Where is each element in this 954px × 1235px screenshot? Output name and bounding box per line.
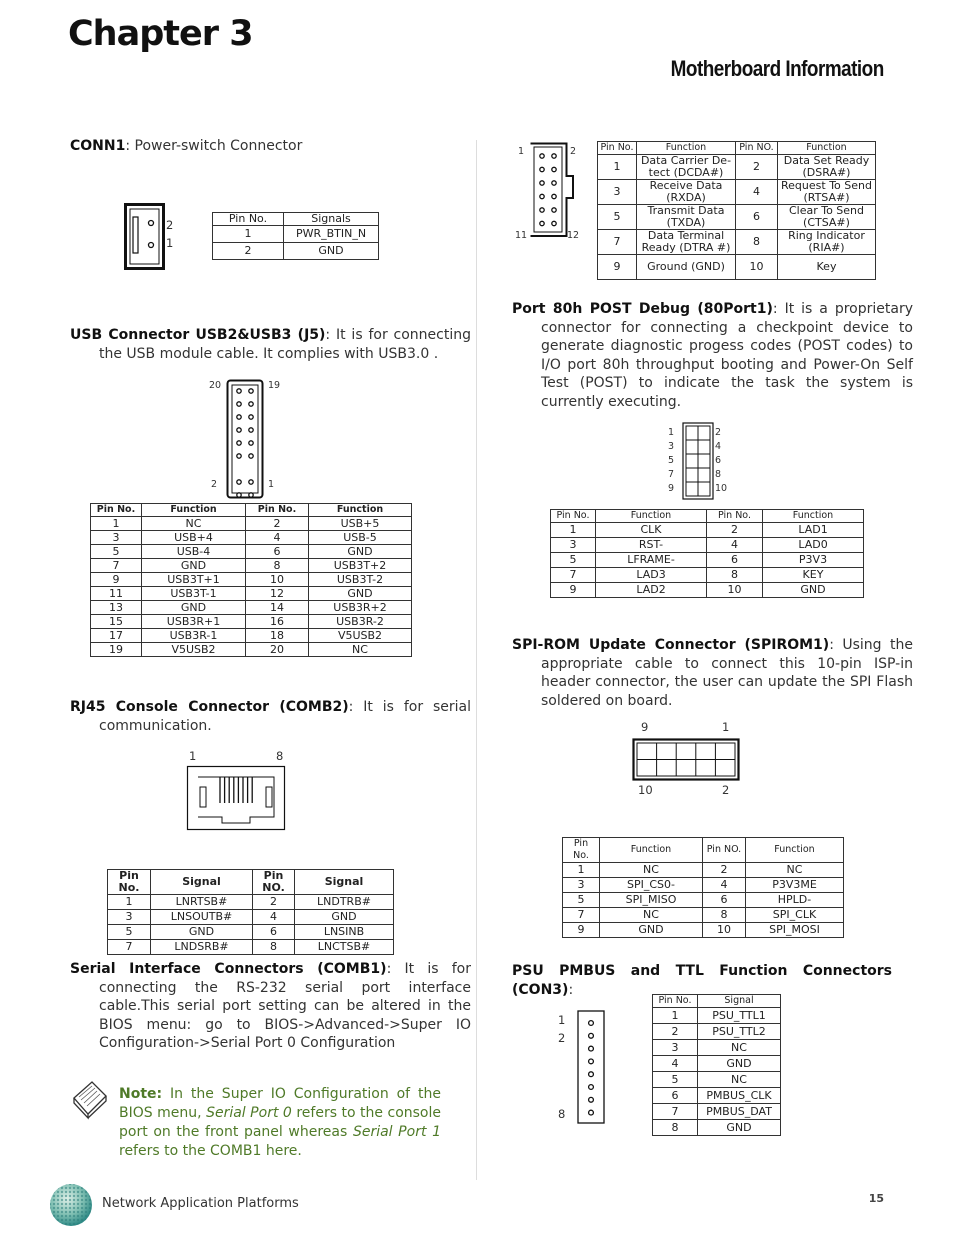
table-header: Signal — [295, 870, 394, 895]
table-cell: 4 — [246, 531, 309, 545]
port80-even-labels — [715, 426, 731, 496]
table-cell: USB3T-2 — [309, 573, 412, 587]
table-row — [108, 895, 394, 910]
table-cell: PMBUS_CLK — [698, 1088, 781, 1104]
serial-pin-label: 11 — [515, 230, 528, 241]
usb-pin-label: 20 — [209, 380, 222, 391]
table-cell: Data Set Ready (DSRA#) — [778, 155, 876, 180]
table-header: Pin NO. — [736, 142, 778, 155]
table-cell: 2 — [736, 155, 778, 180]
pin-label: 4 — [715, 441, 722, 452]
table-cell: SPI_MISO — [600, 893, 703, 908]
spi-paragraph — [512, 636, 913, 710]
serial-header-diagram — [529, 142, 575, 238]
table-cell: Data Carrier De-tect (DCDA#) — [637, 155, 736, 180]
table-cell: 9 — [91, 573, 142, 587]
port80-paragraph — [512, 300, 913, 412]
table-cell: 7 — [598, 230, 637, 255]
table-cell: LAD3 — [596, 568, 707, 583]
usb-paragraph — [70, 326, 471, 363]
table-cell: 2 — [653, 1024, 698, 1040]
table-cell: GND — [698, 1056, 781, 1072]
psu-pin-table — [652, 994, 781, 1136]
table-cell: RST- — [596, 538, 707, 553]
table-cell: 7 — [653, 1104, 698, 1120]
pin-label: 10 — [715, 483, 728, 494]
table-header: Pin No. — [213, 213, 284, 226]
spi-diagram — [632, 738, 740, 781]
table-cell: GND — [309, 545, 412, 559]
table-row — [91, 517, 412, 531]
table-cell: 9 — [551, 583, 596, 598]
table-cell: LAD0 — [763, 538, 864, 553]
table-cell: 5 — [653, 1072, 698, 1088]
table-cell: LNRTSB# — [151, 895, 253, 910]
table-cell: 10 — [736, 255, 778, 280]
table-cell: PMBUS_DAT — [698, 1104, 781, 1120]
table-cell: Ground (GND) — [637, 255, 736, 280]
table-cell: Clear To Send (CTSA#) — [778, 205, 876, 230]
serial-pin-table — [597, 141, 876, 280]
table-row — [91, 615, 412, 629]
table-cell: USB3T+1 — [142, 573, 246, 587]
table-cell: USB3R+2 — [309, 601, 412, 615]
usb-pin-label: 19 — [268, 380, 281, 391]
table-cell: GND — [142, 601, 246, 615]
table-cell: 12 — [246, 587, 309, 601]
table-cell: 2 — [253, 895, 295, 910]
table-row — [563, 863, 844, 878]
table-cell: LNCTSB# — [295, 940, 394, 955]
table-row — [653, 1072, 781, 1088]
psu-pin-label: 8 — [558, 1107, 566, 1121]
spi-pin-label: 9 — [641, 720, 649, 734]
serial-pin-label: 1 — [518, 146, 525, 157]
table-cell: USB-4 — [142, 545, 246, 559]
table-cell: LFRAME- — [596, 553, 707, 568]
table-cell: 8 — [703, 908, 746, 923]
table-header: Function — [309, 504, 412, 517]
table-cell: 1 — [563, 863, 600, 878]
table-row — [108, 940, 394, 955]
table-cell: 9 — [563, 923, 600, 938]
psu-title-rest: : — [568, 981, 574, 998]
table-cell: 4 — [736, 180, 778, 205]
table-cell: 3 — [91, 531, 142, 545]
table-cell: 2 — [246, 517, 309, 531]
table-cell: GND — [142, 559, 246, 573]
table-cell: 3 — [653, 1040, 698, 1056]
pin-label: 7 — [668, 469, 675, 480]
table-header: Pin No. — [653, 995, 698, 1008]
note-text-part: In the Super IO Configuration of the BIOS menu, — [119, 1086, 441, 1121]
note-book-icon — [70, 1076, 110, 1120]
pin-label: 6 — [715, 455, 722, 466]
table-cell: LNDSRB# — [151, 940, 253, 955]
table-cell: GND — [600, 923, 703, 938]
table-cell: 8 — [253, 940, 295, 955]
table-header: Pin No. — [246, 504, 309, 517]
table-header: Pin No. — [598, 142, 637, 155]
note-text — [119, 1085, 441, 1161]
table-header: Pin No. — [108, 870, 151, 895]
table-row — [551, 583, 864, 598]
spi-pin-label: 10 — [638, 783, 653, 797]
conn1-pin-label: 2 — [166, 218, 174, 232]
table-cell: NC — [309, 643, 412, 657]
table-cell: 5 — [91, 545, 142, 559]
table-cell: LNDTRB# — [295, 895, 394, 910]
table-cell: USB3R-1 — [142, 629, 246, 643]
table-header: Signals — [284, 213, 379, 226]
table-cell: 2 — [703, 863, 746, 878]
table-cell: 6 — [253, 925, 295, 940]
table-header: Pin No. — [563, 838, 600, 863]
table-row — [91, 629, 412, 643]
table-row — [91, 573, 412, 587]
table-row — [91, 587, 412, 601]
table-cell: NC — [746, 863, 844, 878]
table-cell: GND — [151, 925, 253, 940]
table-header: Pin NO. — [703, 838, 746, 863]
table-header: Signal — [151, 870, 253, 895]
table-cell: 14 — [246, 601, 309, 615]
serial-pin-label: 2 — [570, 146, 577, 157]
table-cell: Request To Send (RTSA#) — [778, 180, 876, 205]
table-row — [551, 568, 864, 583]
table-cell: 4 — [703, 878, 746, 893]
table-cell: 18 — [246, 629, 309, 643]
table-header: Pin NO. — [253, 870, 295, 895]
table-row — [653, 1024, 781, 1040]
chapter-title: Chapter 3 — [68, 14, 253, 54]
spi-desc: : Using the appropriate cable to connect this 10-pin ISP-in header connector, the user can update the SPI Flash soldered on board. — [541, 637, 913, 709]
spi-pin-label: 2 — [722, 783, 730, 797]
rj45-diagram — [186, 765, 287, 833]
table-header: Function — [596, 510, 707, 523]
pin-label: 2 — [715, 427, 722, 438]
footer-brand-text: Network Application Platforms — [102, 1196, 299, 1211]
table-cell: SPI_CS0- — [600, 878, 703, 893]
psu-pin-label: 2 — [558, 1031, 566, 1045]
table-cell: USB3T-1 — [142, 587, 246, 601]
table-cell: USB3R-2 — [309, 615, 412, 629]
note-serial-port-1: Serial Port 1 — [352, 1124, 441, 1140]
table-cell: PWR_BTIN_N — [284, 226, 379, 243]
table-row — [563, 893, 844, 908]
table-cell: 19 — [91, 643, 142, 657]
table-cell: 6 — [703, 893, 746, 908]
usb-pin-table — [90, 503, 412, 657]
usb-desc: : It is for connecting the USB module cable. It complies with USB3.0 . — [99, 327, 471, 362]
table-cell: 3 — [551, 538, 596, 553]
table-cell: V5USB2 — [309, 629, 412, 643]
table-row — [551, 553, 864, 568]
table-cell: GND — [284, 243, 379, 260]
table-cell: 9 — [598, 255, 637, 280]
table-cell: 6 — [653, 1088, 698, 1104]
table-cell: 7 — [91, 559, 142, 573]
table-cell: 20 — [246, 643, 309, 657]
table-cell: USB3R+1 — [142, 615, 246, 629]
rj45-title: RJ45 Console Connector (COMB2) — [70, 699, 349, 715]
conn1-title-rest: : Power-switch Connector — [125, 138, 303, 154]
spi-title: SPI-ROM Update Connector (SPIROM1) — [512, 637, 830, 653]
table-cell: 5 — [563, 893, 600, 908]
table-header: Function — [763, 510, 864, 523]
serial-title: Serial Interface Connectors (COMB1) — [70, 961, 387, 977]
note-label: Note: — [119, 1086, 163, 1102]
rj45-pin-label: 8 — [276, 749, 284, 763]
page-number: 15 — [868, 1192, 884, 1205]
table-row — [563, 923, 844, 938]
table-cell: 6 — [707, 553, 763, 568]
table-cell: NC — [698, 1072, 781, 1088]
table-cell: LAD2 — [596, 583, 707, 598]
table-cell: 13 — [91, 601, 142, 615]
section-title: Motherboard Information — [670, 56, 884, 81]
table-row — [91, 545, 412, 559]
port80-diagram — [682, 422, 714, 500]
table-cell: NC — [600, 863, 703, 878]
port80-desc: : It is a proprietary connector for connecting a checkpoint device to generate diagnostic progess codes (POST codes) to I/O port 80h throughput booting and Power-On Self Test (POST) to indicate the task the system is currently executing. — [541, 301, 913, 410]
table-cell: 1 — [213, 226, 284, 243]
port80-pin-table — [550, 509, 864, 598]
table-row — [91, 601, 412, 615]
table-cell: 2 — [707, 523, 763, 538]
table-row — [653, 1008, 781, 1024]
port80-title: Port 80h POST Debug (80Port1) — [512, 301, 773, 317]
table-cell: Ring Indicator (RIA#) — [778, 230, 876, 255]
table-cell: SPI_CLK — [746, 908, 844, 923]
pin-label: 5 — [668, 455, 675, 466]
table-header: Pin No. — [91, 504, 142, 517]
table-row — [653, 1040, 781, 1056]
table-cell: 4 — [653, 1056, 698, 1072]
table-cell: 10 — [703, 923, 746, 938]
table-cell: P3V3ME — [746, 878, 844, 893]
table-cell: 1 — [653, 1008, 698, 1024]
table-cell: P3V3 — [763, 553, 864, 568]
table-cell: V5USB2 — [142, 643, 246, 657]
table-cell: Data Terminal Ready (DTRA #) — [637, 230, 736, 255]
table-cell: LAD1 — [763, 523, 864, 538]
spi-pin-table — [562, 837, 844, 938]
table-cell: USB3T+2 — [309, 559, 412, 573]
table-cell: 1 — [598, 155, 637, 180]
table-cell: 4 — [253, 910, 295, 925]
table-cell: Receive Data (RXDA) — [637, 180, 736, 205]
table-header: Function — [778, 142, 876, 155]
table-row — [598, 255, 876, 280]
table-cell: USB+4 — [142, 531, 246, 545]
serial-desc: : It is for connecting the RS-232 serial port interface cable.This serial port setting can be altered in the BIOS menu: go to BIOS->Advanced->Super IO Configuration->Serial Port 0 Configuration — [99, 961, 472, 1052]
note-text-part: refers to the COMB1 here. — [119, 1143, 302, 1159]
table-cell: PSU_TTL2 — [698, 1024, 781, 1040]
table-cell: 1 — [108, 895, 151, 910]
table-header: Function — [600, 838, 703, 863]
table-cell: USB+5 — [309, 517, 412, 531]
table-cell: LNSINB — [295, 925, 394, 940]
table-cell: NC — [600, 908, 703, 923]
table-cell: GND — [295, 910, 394, 925]
usb-header-diagram — [226, 379, 264, 499]
serial-pin-label: 12 — [567, 230, 580, 241]
table-cell: 5 — [551, 553, 596, 568]
table-cell: 3 — [563, 878, 600, 893]
usb-pin-label: 1 — [268, 479, 275, 490]
conn1-heading — [70, 137, 450, 156]
table-row — [551, 523, 864, 538]
table-cell: 7 — [551, 568, 596, 583]
table-cell: 6 — [736, 205, 778, 230]
company-logo-icon — [48, 1182, 94, 1228]
psu-title: PSU PMBUS and TTL Function Connectors (CON3) — [512, 963, 892, 998]
table-cell: NC — [142, 517, 246, 531]
rj45-paragraph — [70, 698, 471, 735]
table-cell: HPLD- — [746, 893, 844, 908]
table-row — [91, 643, 412, 657]
table-header: Signal — [698, 995, 781, 1008]
table-header: Pin No. — [707, 510, 763, 523]
table-row — [563, 908, 844, 923]
table-cell: 7 — [108, 940, 151, 955]
table-cell: GND — [309, 587, 412, 601]
note-text-part: refers to the console port on the front panel whereas — [119, 1105, 441, 1140]
table-cell: 7 — [563, 908, 600, 923]
table-header: Function — [142, 504, 246, 517]
table-cell: 1 — [91, 517, 142, 531]
table-cell: 8 — [246, 559, 309, 573]
table-row — [91, 531, 412, 545]
pin-label: 3 — [668, 441, 675, 452]
table-header: Pin No. — [551, 510, 596, 523]
note-serial-port-0: Serial Port 0 — [206, 1105, 292, 1121]
table-cell: 8 — [736, 230, 778, 255]
port80-odd-labels — [668, 426, 678, 496]
rj45-pin-label: 1 — [189, 749, 197, 763]
table-row — [598, 155, 876, 180]
table-cell: GND — [698, 1120, 781, 1136]
table-row — [598, 230, 876, 255]
conn1-pin-table — [212, 212, 379, 260]
table-cell: 8 — [653, 1120, 698, 1136]
table-row — [598, 180, 876, 205]
table-cell: SPI_MOSI — [746, 923, 844, 938]
table-cell: LNSOUTB# — [151, 910, 253, 925]
table-row — [653, 1104, 781, 1120]
table-cell: 1 — [551, 523, 596, 538]
table-cell: 10 — [246, 573, 309, 587]
usb-pin-label: 2 — [211, 479, 218, 490]
table-row — [653, 1056, 781, 1072]
table-row — [551, 538, 864, 553]
pin-label: 1 — [668, 427, 675, 438]
spi-pin-label: 1 — [722, 720, 730, 734]
table-cell: Key — [778, 255, 876, 280]
table-cell: 3 — [598, 180, 637, 205]
table-row — [108, 910, 394, 925]
table-cell: 2 — [213, 243, 284, 260]
serial-paragraph — [70, 960, 471, 1053]
table-cell: 3 — [108, 910, 151, 925]
table-cell: 5 — [598, 205, 637, 230]
rj45-desc: : It is for serial communication. — [99, 699, 471, 734]
table-cell: 6 — [246, 545, 309, 559]
psu-diagram — [577, 1010, 605, 1124]
table-cell: 4 — [707, 538, 763, 553]
table-row — [91, 559, 412, 573]
table-row — [653, 1088, 781, 1104]
table-cell: NC — [698, 1040, 781, 1056]
table-cell: GND — [763, 583, 864, 598]
table-cell: 16 — [246, 615, 309, 629]
psu-pin-label: 1 — [558, 1013, 566, 1027]
conn1-pin-label: 1 — [166, 236, 174, 250]
table-cell: KEY — [763, 568, 864, 583]
table-row — [108, 925, 394, 940]
table-cell: 8 — [707, 568, 763, 583]
table-cell: CLK — [596, 523, 707, 538]
table-cell: 5 — [108, 925, 151, 940]
pin-label: 8 — [715, 469, 722, 480]
table-header: Function — [746, 838, 844, 863]
column-divider — [476, 140, 477, 1180]
conn1-title: CONN1 — [70, 138, 126, 154]
table-cell: USB-5 — [309, 531, 412, 545]
usb-title: USB Connector USB2&USB3 (J5) — [70, 327, 326, 343]
rj45-pin-table — [107, 869, 394, 955]
table-cell: 15 — [91, 615, 142, 629]
table-header: Function — [637, 142, 736, 155]
table-cell: 11 — [91, 587, 142, 601]
table-row — [598, 205, 876, 230]
table-cell: 10 — [707, 583, 763, 598]
table-cell: PSU_TTL1 — [698, 1008, 781, 1024]
table-cell: 17 — [91, 629, 142, 643]
table-cell: Transmit Data (TXDA) — [637, 205, 736, 230]
conn1-diagram — [124, 203, 166, 271]
table-row — [653, 1120, 781, 1136]
pin-label: 9 — [668, 483, 675, 494]
table-row — [563, 878, 844, 893]
